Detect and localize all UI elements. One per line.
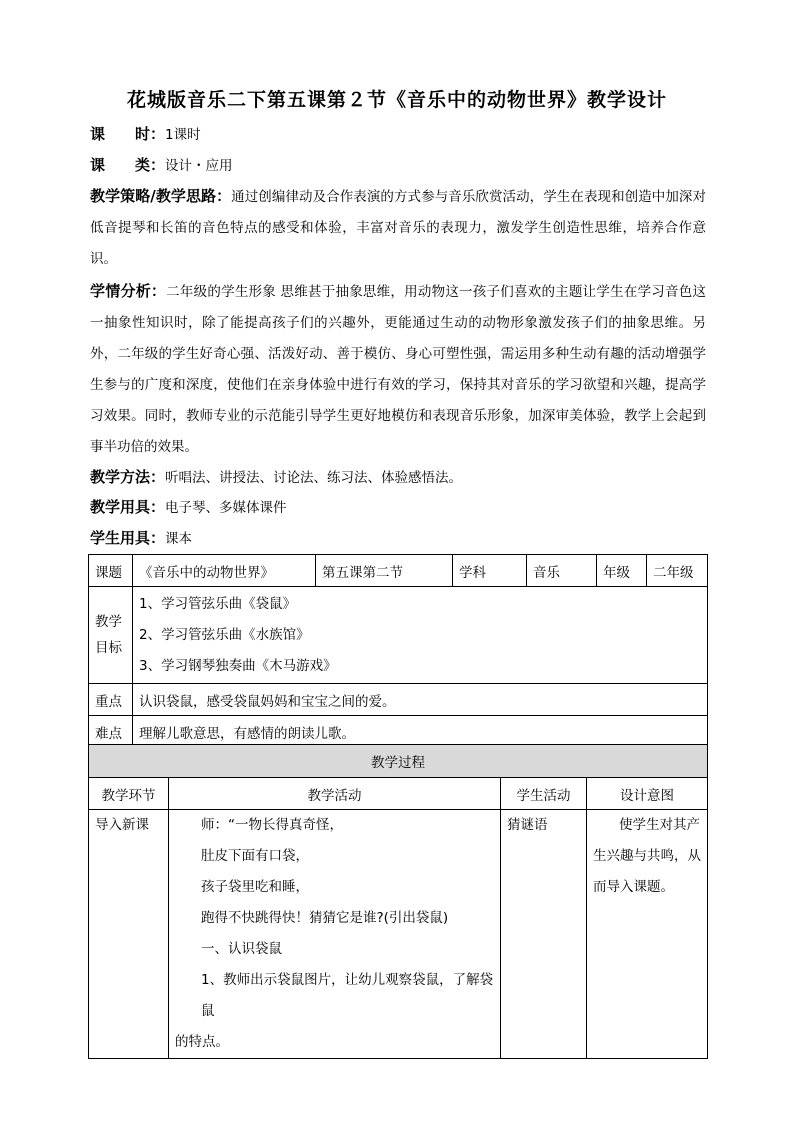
grade-label: 年级 bbox=[597, 555, 647, 587]
method-label: 教学方法： bbox=[90, 468, 166, 486]
activity-line: 一、认识袋鼠 bbox=[201, 941, 282, 957]
topic-value: 《音乐中的动物世界》 bbox=[133, 555, 316, 587]
lesson-info-table bbox=[88, 554, 708, 748]
period-line bbox=[90, 119, 706, 151]
period-value: 1课时 bbox=[165, 127, 201, 143]
type-label: 课 类： bbox=[90, 156, 166, 174]
student-tools-value: 课本 bbox=[165, 531, 193, 547]
document-title: 花城版音乐二下第五课第２节《音乐中的动物世界》教学设计 bbox=[126, 89, 667, 111]
activity-cell bbox=[169, 810, 501, 1059]
period-label: 课 时： bbox=[90, 125, 166, 143]
topic-label: 课题 bbox=[89, 555, 133, 587]
design-intent: 使学生对其产生兴趣与共鸣，从而导入课题。 bbox=[593, 817, 701, 895]
analysis-paragraph bbox=[90, 276, 706, 463]
goal-item: 2、学习管弦乐曲《水族馆》 bbox=[139, 626, 310, 643]
intent-cell bbox=[587, 810, 708, 1059]
header-stage: 教学环节 bbox=[89, 778, 169, 810]
goals-list bbox=[133, 587, 708, 684]
activity-line: 1、教师出示袋鼠图片，让幼儿观察袋鼠，了解袋鼠 bbox=[201, 972, 494, 1019]
student-tools-label: 学生用具： bbox=[90, 529, 166, 547]
analysis-label: 学情分析： bbox=[90, 282, 167, 300]
activity-line: 师：“一物长得真奇怪， bbox=[201, 817, 343, 833]
header-activity: 教学活动 bbox=[169, 778, 501, 810]
type-line bbox=[90, 150, 706, 182]
difficulty-value: 理解儿歌意思，有感情的朗读儿歌。 bbox=[133, 716, 708, 748]
tools-value: 电子琴、多媒体课件 bbox=[165, 500, 287, 516]
tools-label: 教学用具： bbox=[90, 498, 166, 516]
tools-line bbox=[90, 492, 706, 524]
method-value: 听唱法、讲授法、讨论法、练习法、体验感悟法。 bbox=[165, 470, 463, 486]
strategy-text: 通过创编律动及合作表演的方式参与音乐欣赏活动，学生在表现和创造中加深对低音提琴和长笛的音色特点的感受和体验，丰富对音乐的表现力，激发学生创造性思维，培养合作意识。 bbox=[90, 189, 707, 267]
subject-label: 学科 bbox=[453, 555, 527, 587]
key-value: 认识袋鼠，感受袋鼠妈妈和宝宝之间的爱。 bbox=[133, 684, 708, 716]
stage-cell bbox=[89, 810, 169, 1059]
difficulty-label: 难点 bbox=[89, 716, 133, 748]
subject-value: 音乐 bbox=[527, 555, 597, 587]
activity-line: 跑得不快跳得快！猜猜它是谁?(引出袋鼠) bbox=[201, 910, 449, 926]
activity-line: 的特点。 bbox=[175, 1034, 229, 1050]
student-cell bbox=[501, 810, 587, 1059]
grade-value: 二年级 bbox=[647, 555, 708, 587]
method-line bbox=[90, 462, 706, 494]
type-value: 设计・应用 bbox=[165, 158, 233, 174]
process-section-title: 教学过程 bbox=[89, 745, 708, 778]
strategy-paragraph bbox=[90, 181, 706, 275]
strategy-label: 教学策略/教学思路： bbox=[90, 187, 232, 205]
analysis-text: 二年级的学生形象 思维甚于抽象思维，用动物这一孩子们喜欢的主题让学生在学习音色这一抽象性知识时，除了能提高孩子们的兴趣外，更能通过生动的动物形象激发孩子们的抽象思维。另外，二年级的学生好奇心强、活泼好动、善于模仿、身心可塑性强，需运用多种生动有趣的活动增强学生参与的广度和深度，使他们在亲身体验中进行有效的学习，保持其对音乐的学习欲望和兴趣，提高学习效果。同时，教师专业的示范能引导学生更好地模仿和表现音乐形象，加深审美体验，教学上会起到事半功倍的效果。 bbox=[90, 284, 706, 455]
goal-item: 1、学习管弦乐曲《袋鼠》 bbox=[139, 595, 297, 612]
stage-value: 导入新课 bbox=[95, 817, 149, 833]
activity-line: 孩子袋里吃和睡， bbox=[201, 879, 309, 895]
header-student: 学生活动 bbox=[501, 778, 587, 810]
goals-label bbox=[89, 587, 133, 684]
teaching-process-table bbox=[88, 744, 708, 1059]
student-tools-line bbox=[90, 523, 706, 555]
goal-item: 3、学习钢琴独奏曲《木马游戏》 bbox=[139, 657, 337, 674]
header-intent: 设计意图 bbox=[587, 778, 708, 810]
goals-label-line-2: 目标 bbox=[95, 640, 122, 656]
section-value: 第五课第二节 bbox=[316, 555, 453, 587]
student-activity: 猜谜语 bbox=[507, 817, 548, 833]
goals-label-line-1: 教学 bbox=[95, 614, 122, 630]
key-label: 重点 bbox=[89, 684, 133, 716]
activity-line: 肚皮下面有口袋， bbox=[201, 848, 309, 864]
